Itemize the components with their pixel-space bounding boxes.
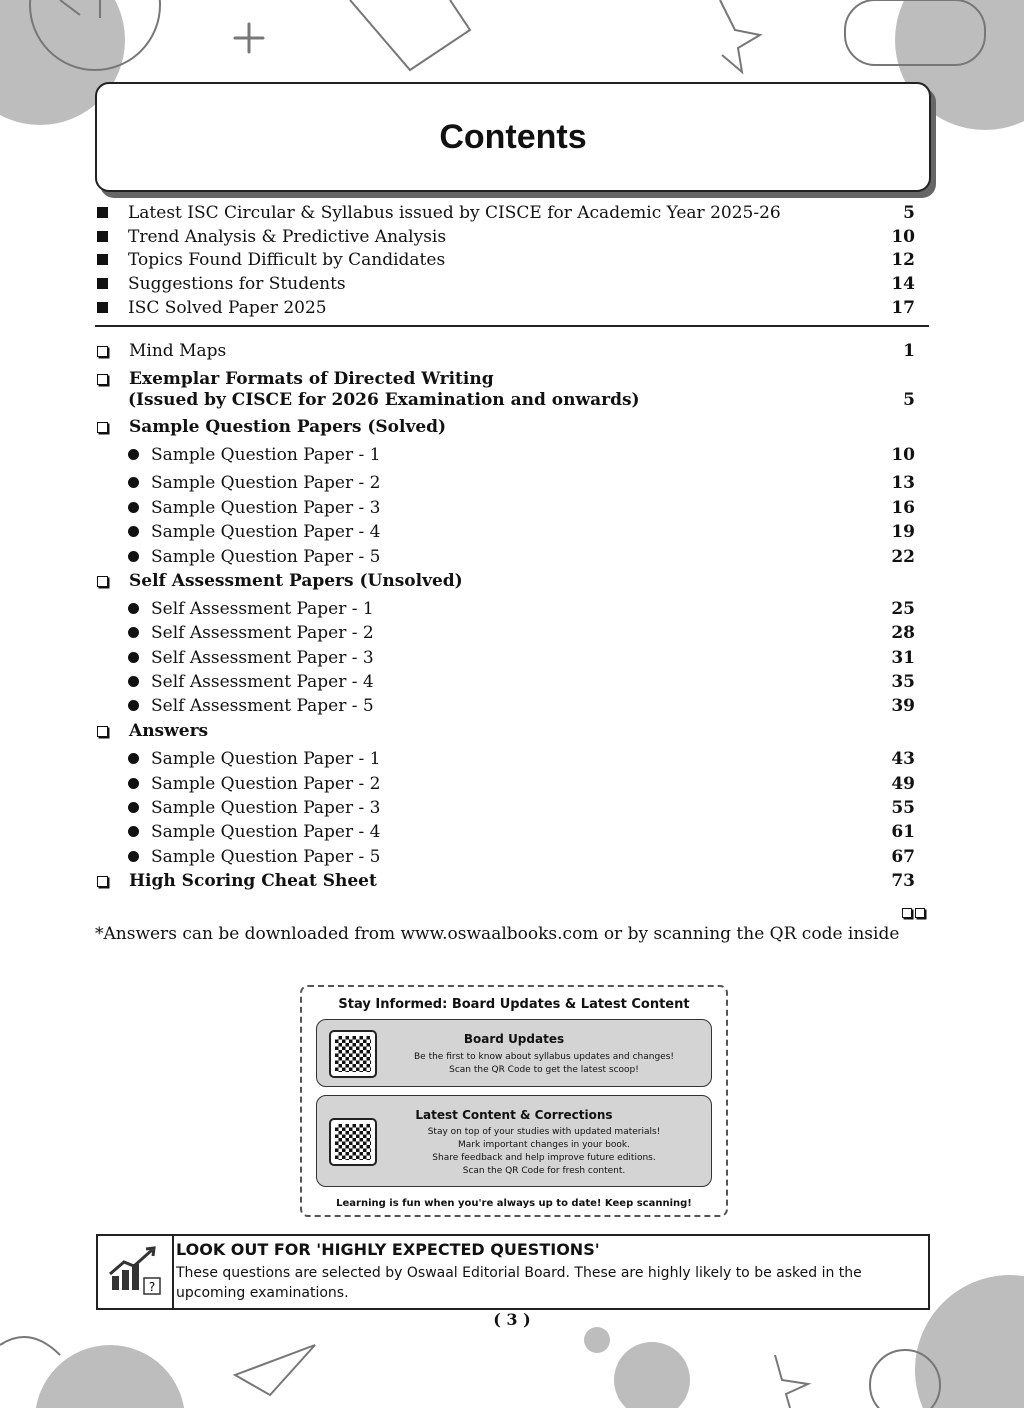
latest-content-card: [316, 1095, 712, 1187]
square-bullet-icon: [97, 254, 108, 265]
toc-entry-page: 10: [891, 445, 915, 465]
toc-entry: [95, 847, 915, 867]
board-updates-title: Board Updates: [463, 1032, 565, 1046]
toc-entry-label: Self Assessment Paper - 1: [151, 599, 374, 619]
toc-entry-label: Sample Question Paper - 1: [151, 445, 381, 465]
end-marks: [899, 903, 925, 922]
qr-panel: [300, 985, 728, 1217]
toc-entry-page: 19: [891, 522, 915, 542]
toc-entry-label: Sample Question Paper - 2: [151, 774, 381, 794]
toc-entry-page: 35: [891, 672, 915, 692]
toc-entry: [95, 498, 915, 518]
square-bullet-icon: [97, 302, 108, 313]
latest-content-line: Mark important changes in your book.: [457, 1140, 630, 1150]
toc-entry: [95, 822, 915, 842]
square-bullet-icon: [97, 278, 108, 289]
highly-expected-text: These questions are selected by Oswaal Editorial Board. These are highly likely to be asked in the upcoming examinations.: [176, 1265, 862, 1301]
dot-bullet-icon: [128, 802, 139, 813]
board-updates-line: Scan the QR Code to get the latest scoop!: [449, 1065, 639, 1075]
toc-entry: [95, 227, 915, 247]
hollow-square-bullet-icon: [97, 726, 108, 737]
toc-entry: [95, 369, 915, 389]
latest-content-line: Stay on top of your studies with updated materials!: [427, 1127, 661, 1137]
board-updates-card: [316, 1019, 712, 1087]
toc-entry-label: Answers: [129, 721, 209, 741]
toc-entry: [95, 571, 915, 591]
toc-entry-label: (Issued by CISCE for 2026 Examination and onwards): [128, 390, 640, 410]
toc-entry-label: Sample Question Papers (Solved): [129, 417, 447, 437]
toc-entry-page: 16: [891, 498, 915, 518]
toc-entry-page: 17: [891, 298, 915, 318]
toc-entry-label: Self Assessment Paper - 5: [151, 696, 374, 716]
dot-bullet-icon: [128, 477, 139, 488]
toc-entry-page: 39: [891, 696, 915, 716]
toc-entry-page: 5: [903, 390, 915, 410]
toc-entry: [95, 445, 915, 465]
dot-bullet-icon: [128, 778, 139, 789]
dot-bullet-icon: [128, 627, 139, 638]
toc-entry-label: Sample Question Paper - 3: [151, 798, 381, 818]
toc-entry-label: Self Assessment Papers (Unsolved): [129, 571, 463, 591]
dot-bullet-icon: [128, 526, 139, 537]
chart-question-icon: [98, 1236, 174, 1308]
hollow-square-bullet-icon: [97, 576, 108, 587]
toc-entry-label: Exemplar Formats of Directed Writing: [129, 369, 494, 389]
page-title: Contents: [439, 117, 587, 156]
svg-text:?: ?: [148, 1280, 156, 1294]
square-bullet-icon: [97, 231, 108, 242]
toc-entry-page: 5: [903, 203, 915, 223]
toc-entry-page: 25: [891, 599, 915, 619]
toc-entry-page: 31: [891, 648, 915, 668]
toc-entry: [95, 203, 915, 223]
toc-entry: [95, 798, 915, 818]
qr-panel-heading: Stay Informed: Board Updates & Latest Content: [338, 997, 690, 1012]
toc-entry: [95, 390, 915, 410]
latest-content-line: Share feedback and help improve future editions.: [432, 1153, 656, 1163]
toc-entry: [95, 623, 915, 643]
page-number: ( 3 ): [493, 1310, 531, 1329]
toc-entry-label: Sample Question Paper - 5: [151, 547, 381, 567]
toc-entry-page: 61: [891, 822, 915, 842]
toc-entry-page: 49: [891, 774, 915, 794]
toc-entry-page: 67: [891, 847, 915, 867]
hollow-square-bullet-icon: [97, 876, 108, 887]
toc-entry-label: Self Assessment Paper - 4: [151, 672, 374, 692]
toc-entry-label: Mind Maps: [129, 341, 227, 361]
hollow-square-bullet-icon: [97, 374, 108, 385]
highly-expected-title: LOOK OUT FOR 'HIGHLY EXPECTED QUESTIONS': [176, 1240, 600, 1259]
toc-entry-page: 13: [891, 473, 915, 493]
toc-entry: [95, 749, 915, 769]
section-divider: [95, 325, 929, 327]
toc-entry-label: Sample Question Paper - 4: [151, 822, 381, 842]
toc-entry-label: Latest ISC Circular & Syllabus issued by CISCE for Academic Year 2025-26: [128, 203, 781, 223]
toc-entry: [95, 721, 915, 741]
toc-entry: [95, 547, 915, 567]
answers-footnote: *Answers can be downloaded from www.oswaalbooks.com or by scanning the QR code inside: [95, 924, 900, 944]
toc-entry: [95, 417, 915, 437]
toc-entry-page: 1: [903, 341, 915, 361]
highly-expected-box: [96, 1234, 930, 1310]
dot-bullet-icon: [128, 551, 139, 562]
latest-content-title: Latest Content & Corrections: [415, 1108, 613, 1122]
toc-entry-label: Sample Question Paper - 1: [151, 749, 381, 769]
toc-entry: [95, 274, 915, 294]
toc-entry-label: Suggestions for Students: [128, 274, 346, 294]
toc-entry-label: Self Assessment Paper - 2: [151, 623, 374, 643]
hollow-square-bullet-icon: [97, 422, 108, 433]
hollow-square-bullet-icon: [97, 346, 108, 357]
latest-content-line: Scan the QR Code for fresh content.: [462, 1166, 626, 1176]
toc-entry-label: High Scoring Cheat Sheet: [129, 871, 377, 891]
dot-bullet-icon: [128, 603, 139, 614]
toc-entry-label: Sample Question Paper - 2: [151, 473, 381, 493]
toc-entry: [95, 648, 915, 668]
toc-entry-label: Sample Question Paper - 3: [151, 498, 381, 518]
toc-entry: [95, 473, 915, 493]
dot-bullet-icon: [128, 851, 139, 862]
toc-entry-page: 55: [891, 798, 915, 818]
contents-title-box: [95, 82, 931, 192]
toc-entry: [95, 298, 915, 318]
toc-entry: [95, 696, 915, 716]
square-bullet-icon: [97, 207, 108, 218]
dot-bullet-icon: [128, 676, 139, 687]
toc-entry-page: 10: [891, 227, 915, 247]
qr-panel-footer: Learning is fun when you're always up to date! Keep scanning!: [336, 1198, 692, 1209]
toc-entry: [95, 599, 915, 619]
toc-entry-label: ISC Solved Paper 2025: [128, 298, 327, 318]
toc-entry: [95, 774, 915, 794]
toc-entry-page: 43: [891, 749, 915, 769]
toc-entry: [95, 871, 915, 891]
dot-bullet-icon: [128, 753, 139, 764]
toc-entry-page: 28: [891, 623, 915, 643]
toc-entry-page: 14: [891, 274, 915, 294]
toc-entry: [95, 522, 915, 542]
dot-bullet-icon: [128, 826, 139, 837]
toc-entry: [95, 672, 915, 692]
latest-content-qr-code[interactable]: [329, 1118, 377, 1166]
board-updates-line: Be the first to know about syllabus updates and changes!: [414, 1052, 674, 1062]
toc-entry: [95, 341, 915, 361]
dot-bullet-icon: [128, 700, 139, 711]
dot-bullet-icon: [128, 449, 139, 460]
toc-entry-page: 12: [891, 250, 915, 270]
toc-entry-label: Self Assessment Paper - 3: [151, 648, 374, 668]
toc-entry-label: Topics Found Difficult by Candidates: [128, 250, 446, 270]
toc-entry-label: Sample Question Paper - 5: [151, 847, 381, 867]
toc-entry: [95, 250, 915, 270]
toc-entry-label: Sample Question Paper - 4: [151, 522, 381, 542]
toc-entry-label: Trend Analysis & Predictive Analysis: [128, 227, 447, 247]
dot-bullet-icon: [128, 652, 139, 663]
toc-entry-page: 73: [891, 871, 915, 891]
dot-bullet-icon: [128, 502, 139, 513]
toc-entry-page: 22: [891, 547, 915, 567]
